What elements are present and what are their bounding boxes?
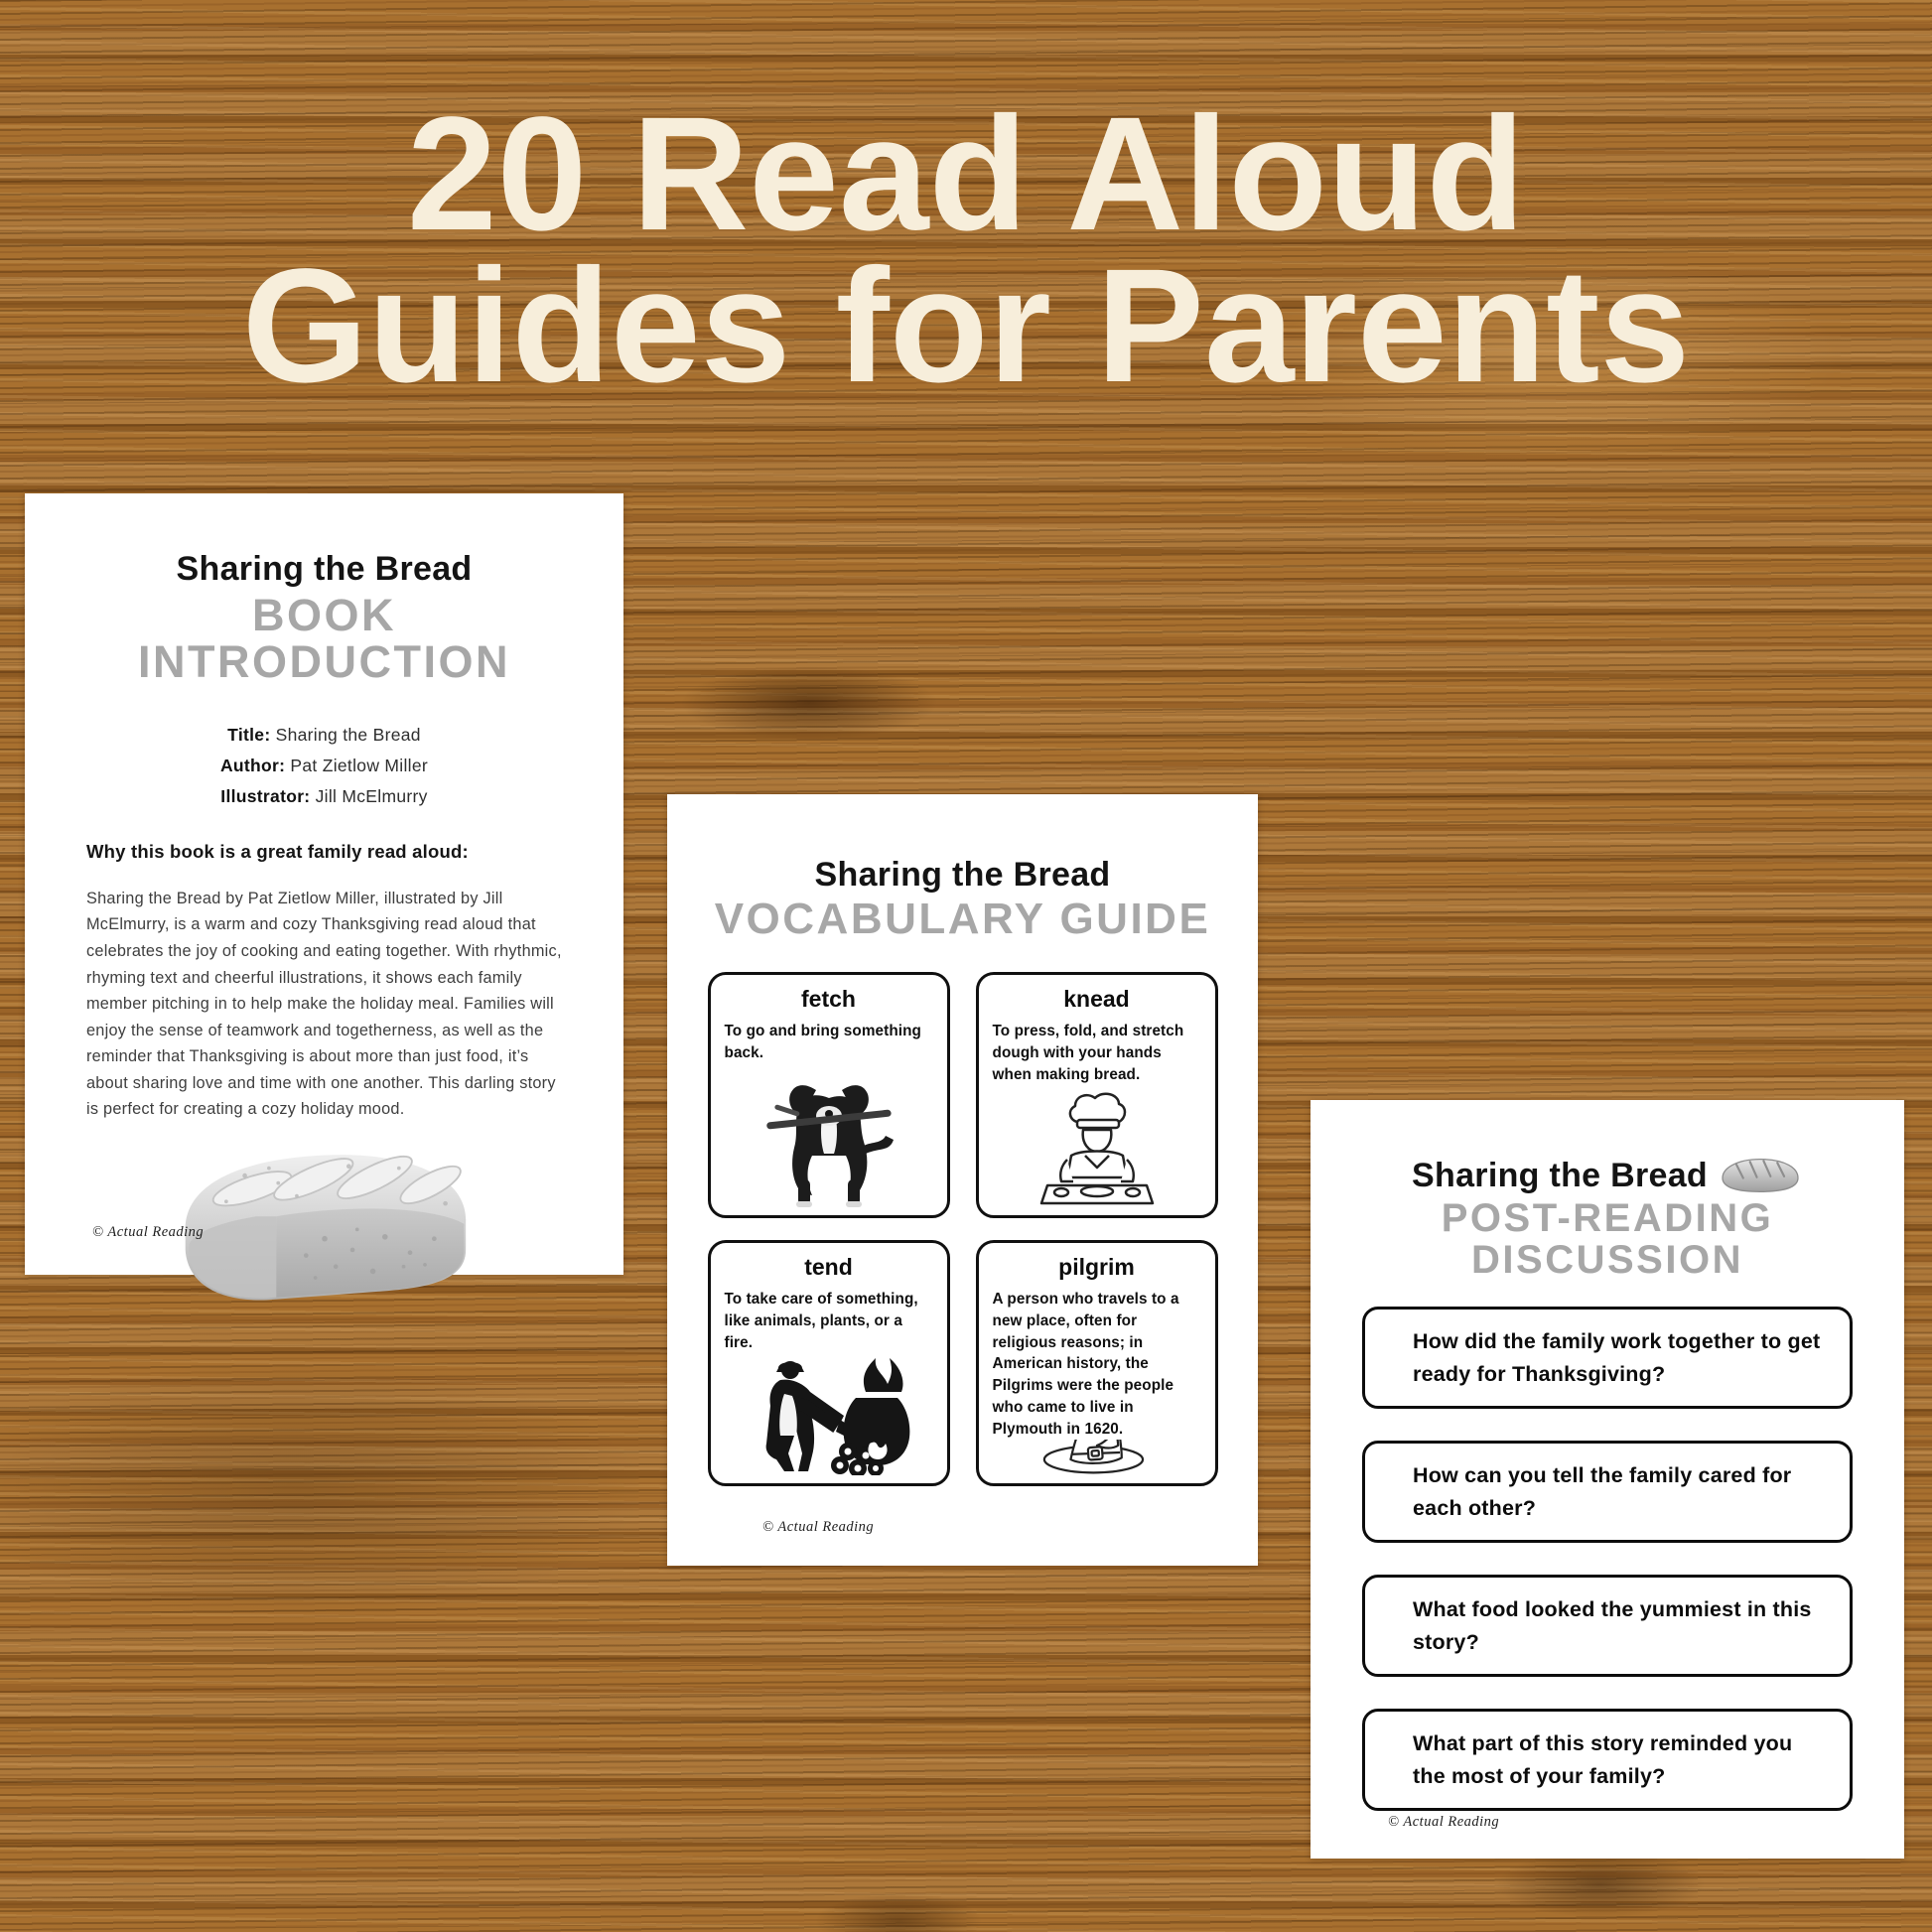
vocab-word: fetch bbox=[801, 986, 856, 1013]
vocab-card-fetch bbox=[708, 972, 950, 1218]
meta-author-value: Pat Zietlow Miller bbox=[285, 755, 429, 775]
dog-with-stick-icon bbox=[725, 1064, 933, 1208]
poster-title-line1: 20 Read Aloud bbox=[406, 82, 1526, 264]
meta-title-row bbox=[86, 720, 562, 751]
discussion-heading: Sharing the Bread bbox=[1412, 1156, 1708, 1194]
page-vocabulary-guide bbox=[667, 794, 1258, 1566]
page-book-introduction bbox=[25, 493, 623, 1275]
meta-title-value: Sharing the Bread bbox=[270, 724, 421, 745]
meta-illustrator-row bbox=[86, 781, 562, 812]
book-meta bbox=[86, 720, 562, 812]
question-text: What part of this story reminded you the most of your family? bbox=[1413, 1730, 1793, 1788]
vocab-definition: To go and bring something back. bbox=[724, 1023, 922, 1061]
discussion-question bbox=[1362, 1307, 1853, 1409]
vocab-card-knead bbox=[976, 972, 1218, 1218]
bread-loaf-small-icon bbox=[1718, 1156, 1803, 1195]
baker-kneading-icon bbox=[993, 1085, 1201, 1207]
meta-author-row bbox=[86, 751, 562, 781]
vocab-word: knead bbox=[1063, 986, 1130, 1013]
vocab-word: tend bbox=[804, 1254, 853, 1281]
vocab-subheading: VOCABULARY GUIDE bbox=[714, 895, 1211, 943]
person-tending-fire-icon bbox=[725, 1353, 933, 1475]
vocab-card-grid bbox=[708, 972, 1218, 1486]
vocab-card-pilgrim bbox=[976, 1240, 1218, 1486]
vocab-word: pilgrim bbox=[1058, 1254, 1135, 1281]
question-text: How did the family work together to get ready for Thanksgiving? bbox=[1413, 1328, 1821, 1386]
meta-title-label: Title: bbox=[227, 724, 271, 745]
meta-illustrator-label: Illustrator: bbox=[220, 785, 311, 806]
poster-title bbox=[0, 82, 1932, 417]
vocab-heading: Sharing the Bread bbox=[814, 856, 1111, 894]
vocab-copyright: © Actual Reading bbox=[762, 1519, 875, 1535]
intro-copyright: © Actual Reading bbox=[92, 1224, 205, 1240]
intro-subheading: BOOK INTRODUCTION bbox=[138, 590, 510, 688]
discussion-header bbox=[1360, 1156, 1855, 1195]
pilgrim-hat-icon bbox=[993, 1440, 1201, 1475]
discussion-question bbox=[1362, 1441, 1853, 1543]
why-heading: Why this book is a great family read aloud: bbox=[86, 840, 469, 862]
bread-loaf-illustration bbox=[86, 1127, 562, 1318]
vocab-definition: To take care of something, like animals, plants, or a fire. bbox=[724, 1291, 918, 1351]
discussion-copyright: © Actual Reading bbox=[1388, 1814, 1500, 1830]
intro-body-paragraph: Sharing the Bread by Pat Zietlow Miller, illustrated by Jill McElmurry, is a warm and cozy Thanksgiving read aloud that celebrates the joy of cooking and eating together. With rhythmic, rhyming text and cheerful illustrations, it shows each family member pitching in to help make the holiday meal. Families will enjoy the sense of teamwork and togetherness, as well as the reminder that Thanksgiving is about more than just food, it’s about sharing love and time with one another. This darling story is perfect for creating a cozy holiday mood. bbox=[86, 889, 562, 1119]
question-text: How can you tell the family cared for each other? bbox=[1413, 1462, 1792, 1520]
meta-illustrator-value: Jill McElmurry bbox=[310, 785, 428, 806]
vocab-definition: A person who travels to a new place, often for religious reasons; in American history, the Pilgrims were the people who came to live in Plymouth in 1620. bbox=[992, 1291, 1179, 1438]
page-post-reading-discussion bbox=[1311, 1100, 1904, 1859]
discussion-subheading: POST-READING DISCUSSION bbox=[1441, 1196, 1774, 1282]
meta-author-label: Author: bbox=[219, 755, 286, 775]
vocab-definition: To press, fold, and stretch dough with your hands when making bread. bbox=[992, 1023, 1184, 1083]
discussion-question-list bbox=[1360, 1307, 1855, 1811]
discussion-question bbox=[1362, 1709, 1853, 1811]
vocab-card-tend bbox=[708, 1240, 950, 1486]
poster-title-line2: Guides for Parents bbox=[241, 234, 1691, 417]
intro-heading: Sharing the Bread bbox=[176, 550, 473, 588]
question-text: What food looked the yummiest in this story? bbox=[1413, 1596, 1812, 1654]
discussion-question bbox=[1362, 1575, 1853, 1677]
